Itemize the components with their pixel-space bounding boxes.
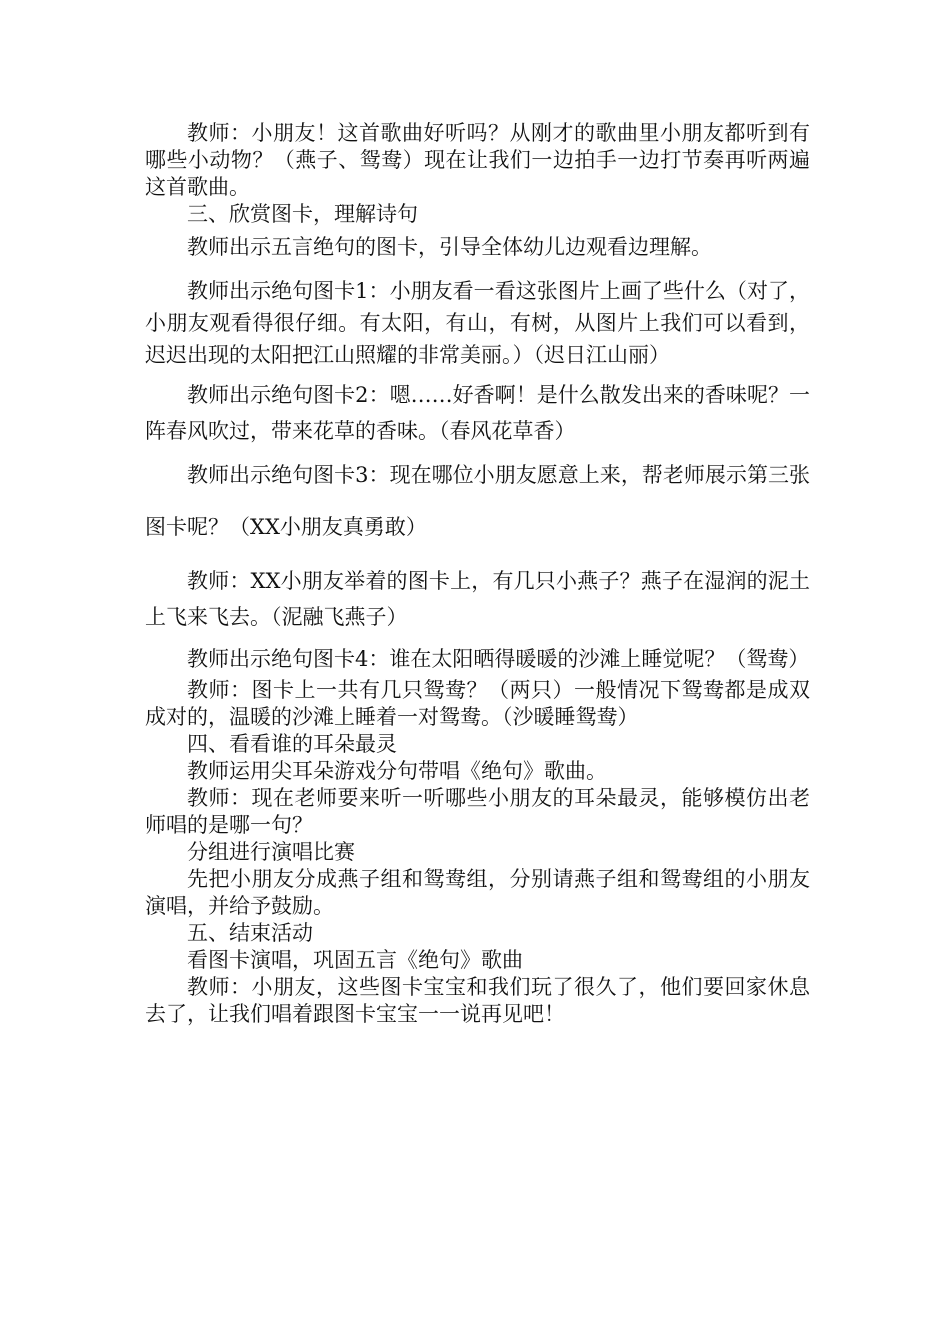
paragraph-sharp-ears-game: 教师运用尖耳朵游戏分句带唱《绝句》歌曲。 [187,759,607,783]
paragraph-groups: 先把小朋友分成燕子组和鸳鸯组，分别请燕子组和鸳鸯组的小朋友演唱，并给予鼓励。 [145,867,810,918]
paragraph-swallows: 教师：XX小朋友举着的图卡上，有几只小燕子？燕子在湿润的泥土上飞来飞去。（泥融飞燕子） [145,569,810,629]
paragraph-teacher-question-song: 教师：小朋友！这首歌曲好听吗？从刚才的歌曲里小朋友都听到有哪些小动物？（燕子、鸳鸯）现在让我们一边拍手一边打节奏再听两遍这首歌曲。 [145,121,810,199]
paragraph-goodbye: 教师：小朋友，这些图卡宝宝和我们玩了很久了，他们要回家休息去了，让我们唱着跟图卡宝宝一一说再见吧！ [145,975,810,1026]
paragraph-card-3: 教师出示绝句图卡3：现在哪位小朋友愿意上来，帮老师展示第三张图卡呢？（XX小朋友真勇敢） [145,463,810,539]
section-heading-appreciate-cards: 三、欣赏图卡，理解诗句 [187,202,418,226]
paragraph-teacher-listen: 教师：现在老师要来听一听哪些小朋友的耳朵最灵，能够模仿出老师唱的是哪一句？ [145,786,810,837]
section-heading-listening-game: 四、看看谁的耳朵最灵 [187,732,397,756]
section-heading-ending: 五、结束活动 [187,921,313,945]
paragraph-card-4: 教师出示绝句图卡4：谁在太阳晒得暖暖的沙滩上睡觉呢？（鸳鸯） [187,647,810,671]
document-body [145,120,810,1028]
paragraph-card-1: 教师出示绝句图卡1：小朋友看一看这张图片上画了些什么（对了，小朋友观看得很仔细。有太阳，有山，有树，从图片上我们可以看到，迟迟出现的太阳把江山照耀的非常美丽。）（迟日江山丽） [145,279,810,367]
paragraph-show-cards: 教师出示五言绝句的图卡，引导全体幼儿边观看边理解。 [187,235,712,259]
paragraph-card-2: 教师出示绝句图卡2：嗯……好香啊！是什么散发出来的香味呢？一阵春风吹过，带来花草的香味。（春风花草香） [145,383,810,443]
paragraph-mandarin-ducks: 教师：图卡上一共有几只鸳鸯？（两只）一般情况下鸳鸯都是成双成对的，温暖的沙滩上睡着一对鸳鸯。（沙暖睡鸳鸯） [145,678,810,729]
paragraph-group-contest: 分组进行演唱比赛 [187,840,355,864]
paragraph-sing-with-cards: 看图卡演唱，巩固五言《绝句》歌曲 [187,948,523,972]
